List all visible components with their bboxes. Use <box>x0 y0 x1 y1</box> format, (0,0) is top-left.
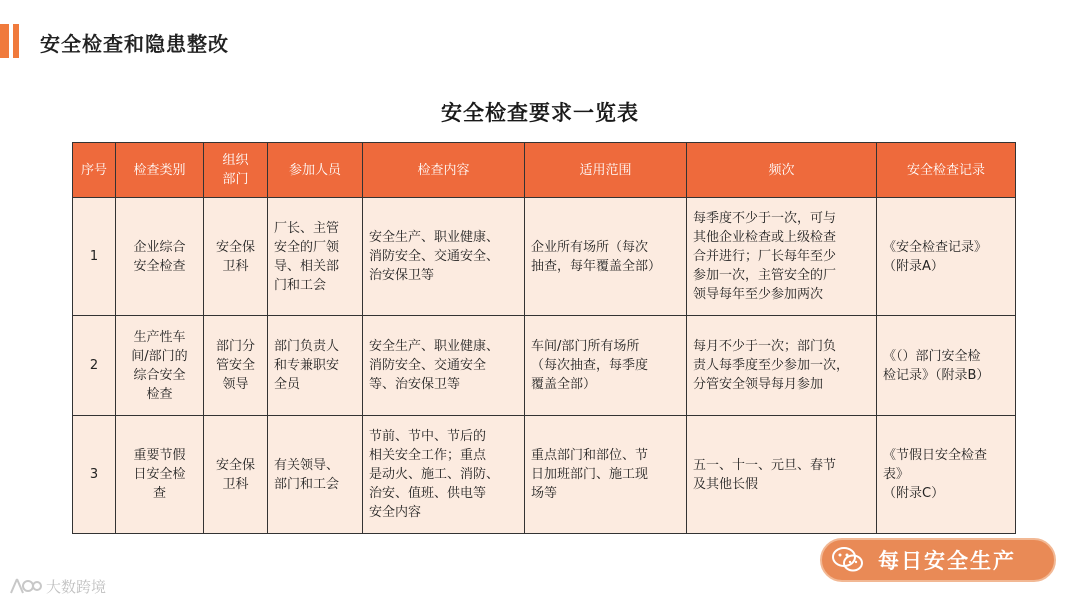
col-header-dept: 组织部门 <box>204 143 268 198</box>
cell-frequency: 五一、十一、元旦、春节 及其他长假 <box>687 416 877 534</box>
cell-frequency: 每月不少于一次；部门负 责人每季度至少参加一次， 分管安全领导每月参加 <box>687 316 877 416</box>
badge-text: 每日安全生产 <box>878 549 1016 573</box>
watermark-text: 大数跨境 <box>46 577 107 596</box>
cell-scope: 重点部门和部位、节 日加班部门、施工现 场等 <box>525 416 687 534</box>
cell-record: 《（）部门安全检 检记录》（附录B） <box>877 316 1016 416</box>
cell-no: 2 <box>73 316 116 416</box>
cell-people: 部门负责人 和专兼职安 全员 <box>268 316 363 416</box>
wechat-icon <box>832 546 864 574</box>
cell-people: 有关领导、 部门和工会 <box>268 416 363 534</box>
accent-bar <box>0 24 9 58</box>
table-row <box>73 198 1016 316</box>
cell-content: 节前、节中、节后的 相关安全工作；重点 是动火、施工、消防、 治安、值班、供电等 安全内容 <box>363 416 525 534</box>
col-header-record: 安全检查记录 <box>877 143 1016 198</box>
account-badge <box>820 538 1056 582</box>
cell-record: 《安全检查记录》 （附录A） <box>877 198 1016 316</box>
cell-dept: 部门分 管安全 领导 <box>204 316 268 416</box>
col-header-people: 参加人员 <box>268 143 363 198</box>
col-header-scope: 适用范围 <box>525 143 687 198</box>
slide-title: 安全检查和隐患整改 <box>40 32 229 56</box>
cell-content: 安全生产、职业健康、 消防安全、交通安全 等、治安保卫等 <box>363 316 525 416</box>
cell-category: 生产性车 间/部门的 综合安全 检查 <box>116 316 204 416</box>
safety-inspection-table <box>72 142 1016 534</box>
table-header-row <box>73 143 1016 198</box>
col-header-category: 检查类别 <box>116 143 204 198</box>
table-title: 安全检查要求一览表 <box>441 101 639 125</box>
cell-frequency: 每季度不少于一次，可与 其他企业检查或上级检查 合并进行；厂长每年至少 参加一次，主管安全的厂 领导每年至少参加两次 <box>687 198 877 316</box>
cell-dept: 安全保 卫科 <box>204 416 268 534</box>
cell-content: 安全生产、职业健康、 消防安全、交通安全、 治安保卫等 <box>363 198 525 316</box>
cell-no: 3 <box>73 416 116 534</box>
watermark-source <box>8 575 106 597</box>
table-row <box>73 316 1016 416</box>
col-header-frequency: 频次 <box>687 143 877 198</box>
cell-scope: 企业所有场所（每次 抽查，每年覆盖全部） <box>525 198 687 316</box>
cell-record: 《节假日安全检查 表》 （附录C） <box>877 416 1016 534</box>
cell-dept: 安全保 卫科 <box>204 198 268 316</box>
cell-no: 1 <box>73 198 116 316</box>
cell-scope: 车间/部门所有场所 （每次抽查，每季度 覆盖全部） <box>525 316 687 416</box>
cell-category: 重要节假 日安全检 查 <box>116 416 204 534</box>
cell-category: 企业综合 安全检查 <box>116 198 204 316</box>
col-header-no: 序号 <box>73 143 116 198</box>
accent-bar <box>13 24 19 58</box>
col-header-content: 检查内容 <box>363 143 525 198</box>
table-row <box>73 416 1016 534</box>
cell-people: 厂长、主管 安全的厂领 导、相关部 门和工会 <box>268 198 363 316</box>
source-logo-icon <box>8 575 42 597</box>
